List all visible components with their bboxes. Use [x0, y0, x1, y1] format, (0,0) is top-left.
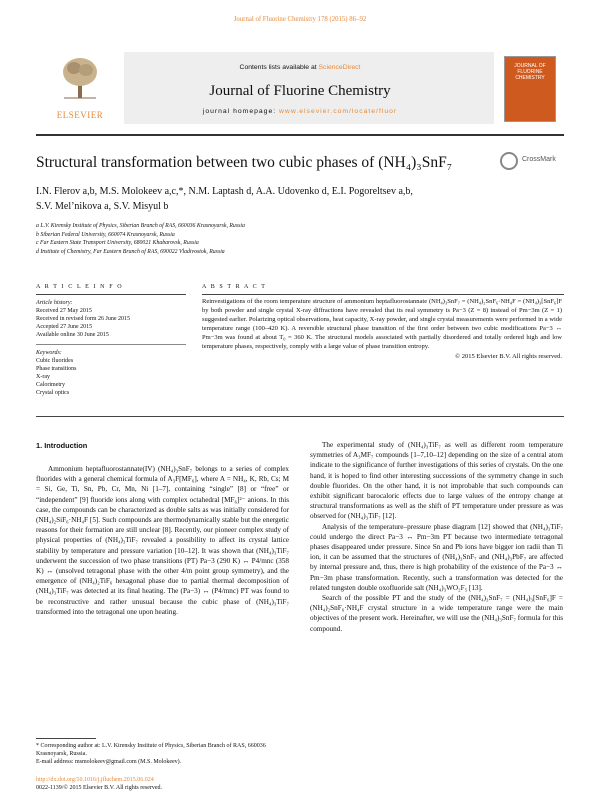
abstract-copyright: © 2015 Elsevier B.V. All rights reserved. — [455, 352, 562, 360]
history-label: Article history: — [36, 300, 73, 306]
elsevier-logo — [36, 52, 124, 124]
abstract-bottom-rule — [36, 416, 564, 417]
keywords-divider — [36, 344, 186, 345]
abstract-rule — [202, 294, 564, 295]
abstract-body — [202, 297, 562, 361]
cover-title: JOURNAL OF FLUORINE CHEMISTRY — [514, 63, 546, 81]
elsevier-tree-icon — [60, 56, 100, 100]
article-info-heading: A R T I C L E I N F O — [36, 284, 124, 290]
contents-prefix: Contents lists available at — [239, 64, 319, 71]
paragraph: Analysis of the temperature–pressure phase diagram [12] showed that (NH₄)₃TiF₇ could undergo the direct Pa−3 ↔ Pm−3m PT because two intermediate tetragonal phases disappeared under pressure. Since Sn and Pb ions have bigger ion radii than Ti ion, it can be assumed that the structures of (NH₄)₃SnF₇ and (NH₄)₃PbF₇ are affected by internal pressure and, thus, there is high probability of the existence of the Pa−3 ↔ Pm−3m phase transformation. Recently, such a transformation was detected for the related tungsten double oxofluoride salt (NH₄)₃WO₂F₅ [13]. — [310, 522, 563, 592]
history-item: Accepted 27 June 2015 — [36, 324, 93, 330]
crossmark-label: CrossMark — [522, 156, 556, 163]
affiliation-b: b Siberian Federal University, 660074 Krasnoyarsk, Russia — [36, 231, 175, 238]
history-item: Received in revised form 26 June 2015 — [36, 316, 130, 322]
section-heading-introduction: 1. Introduction — [36, 441, 88, 450]
authors-line-2: S.V. Mel’nikova a, S.V. Misyul b — [36, 201, 169, 212]
author-list — [36, 184, 556, 214]
contents-line — [160, 64, 440, 71]
issn-copyright: 0022-1139/© 2015 Elsevier B.V. All rights reserved. — [36, 785, 163, 791]
paragraph: Ammonium heptafluorostannate(IV) (NH₄)₃SnF₇ belongs to a series of complex fluorides with a general chemical formula of A₃F[MF₆], where A = NH₄, K, Rb, Cs; M = Si, Ge, Ti, Sn, Pb, Cr, Mn, Ni [1–7], containing “single” [8] or “free” or “independent” [9] fluoride ions along with complex octahedral [MF₆]²⁻ anions. In this case, the compounds can be characterized as double salts as was initially considered for (NH₄)₂SiF₆·NH₄F [5]. Such compounds are thermodynamically stable but the energetic reasons for their formation are still unclear [8]. Recently, our pioneer complex study of physical properties of (NH₄)₃TiF₇ revealed a possibility to affect its crystal lattice stability by temperature and pressure variation [10–12]. It was shown that (NH₄)₃TiF₇ underwent the succession of two phase transitions (PT) Pa−3 (290 K) ↔ P4/mnc (358 K) ↔ (unsolved tetragonal phase with the other 4/m point group symmetry), and the emergence of (NH₄)₂TiF₆ hexagonal phase due to partial thermal decomposition of (NH₄)₃TiF₇ was detected at its final heating. The (Pa−3) ↔ (P4/mnc) PT was found to be reconstructive and rather unusual because the cubic phase of (NH₄)₃TiF₇ transformed into the tetragonal one upon heating. — [36, 465, 289, 616]
publisher-name: ELSEVIER — [56, 110, 104, 120]
footnote-rule — [36, 738, 96, 739]
journal-homepage — [140, 108, 460, 115]
journal-cover-thumbnail — [494, 52, 564, 124]
history-item: Received 27 May 2015 — [36, 308, 92, 314]
paragraph: The experimental study of (NH₄)₃TiF₇ as well as different room temperature symmetries of A₃MF₇ compounds [1–7,10–12] depending on the size of a central atom indicate to the significance of further investigations of this series of crystals. On the one hand, it is hoped to find other interesting successions of the symmetry change in such double fluorides. On the other hand, it is not improbable that such compounds can exhibit significant barocaloric effects due to large values of the entropy change at structural transformations as well as the shift of PT temperature under pressure as was observed for (NH₄)₃TiF₇ [12]. — [310, 441, 563, 521]
header-rule — [36, 134, 564, 136]
left-column — [36, 464, 289, 617]
crossmark-icon — [500, 152, 518, 170]
corresponding-author-note: * Corresponding author at: L.V. Kirensky Institute of Physics, Siberian Branch of RAS, 660036 Krasnoyarsk, Russia. — [36, 743, 266, 757]
article-history — [36, 299, 186, 397]
abstract-heading: A B S T R A C T — [202, 284, 267, 290]
journal-title: Journal of Fluorine Chemistry — [209, 83, 391, 99]
journal-citation: Journal of Fluorine Chemistry 178 (2015) 86–92 — [233, 16, 367, 23]
affiliations — [36, 222, 556, 257]
crossmark-badge[interactable] — [500, 152, 562, 174]
paragraph: Search of the possible PT and the study of the (NH₄)₃SnF₇ = (NH₄)₃[SnF₆]F = (NH₄)₂SnF₆·NH₄F crystal structure in a wide temperature range were the main objectives of the present work. Hereinafter, we will use the (NH₄)₃SnF₇ formula for this compound. — [310, 594, 563, 633]
homepage-label: journal homepage: — [202, 108, 280, 115]
sciencedirect-link[interactable]: ScienceDirect — [318, 64, 361, 71]
footnotes — [36, 742, 289, 766]
abstract-text: Reinvestigations of the room temperature structure of ammonium heptafluorostannate (NH₄)₃SnF₇ = (NH₄)₂SnF₆·NH₄F = (NH₄)₃[SnF₆]F by both powder and single crystal X-ray diffractions have revealed that its real symmetry is Pa−3 (Z = 8) instead of Pm−3m (Z = 1) suggested earlier. Polarizing optical observations, heat capacity, X-ray powder, and single crystal measurements were performed in a wide temperature range (100–420 K). A reversible structural phase transition of the first order between two cubic modifications Pa−3 ↔ Pm−3m was found at about T₀ = 360 K. The structural models associated with partially disordered and totally ordered high and low temperature phases, respectively, comply with a large value of phase transition entropy. — [202, 298, 562, 351]
doi-block — [36, 776, 336, 792]
article-title: Structural transformation between two cubic phases of (NH₄)₃SnF₇ — [36, 154, 453, 171]
keyword: Calorimetry — [36, 382, 65, 388]
keyword: Crystal optics — [36, 390, 70, 396]
keyword: X-ray — [36, 374, 50, 380]
email-note: E-mail address: msmolokeev@gmail.com (M.S. Molokeev). — [36, 759, 182, 765]
keywords-label: Keywords: — [36, 350, 62, 356]
right-column — [310, 440, 563, 634]
history-item: Available online 30 June 2015 — [36, 332, 109, 338]
homepage-link[interactable]: www.elsevier.com/locate/fluor — [279, 108, 398, 115]
affiliation-c: c Far Eastern State Transport University, 680021 Khabarovsk, Russia — [36, 240, 199, 247]
article-info-rule — [36, 294, 186, 295]
keyword: Phase transitions — [36, 366, 77, 372]
authors-line-1: I.N. Flerov a,b, M.S. Molokeev a,c,*, N.M. Laptash d, A.A. Udovenko d, E.I. Pogoreltsev a,b, — [36, 186, 413, 197]
doi-link[interactable]: http://dx.doi.org/10.1016/j.jfluchem.2015.06.024 — [36, 777, 154, 783]
keyword: Cubic fluorides — [36, 358, 74, 364]
affiliation-d: d Institute of Chemistry, Far Eastern Branch of RAS, 690022 Vladivostok, Russia — [36, 249, 225, 256]
affiliation-a: a L.V. Kirensky Institute of Physics, Siberian Branch of RAS, 660036 Krasnoyarsk, Russia — [36, 223, 245, 229]
cover-image — [504, 56, 556, 122]
